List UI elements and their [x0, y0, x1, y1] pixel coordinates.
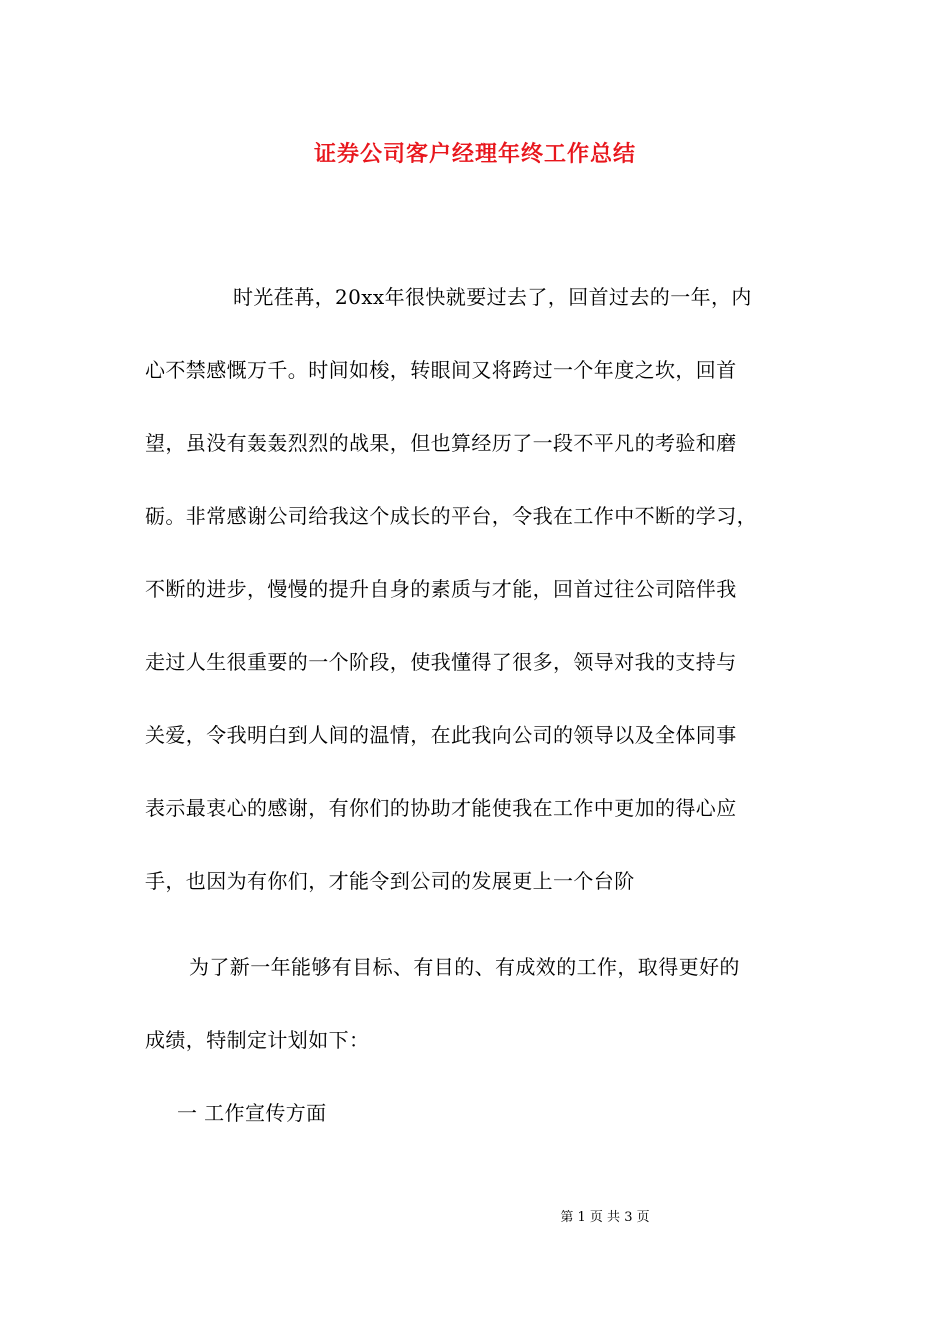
document-title: 证券公司客户经理年终工作总结 [313, 141, 636, 167]
paragraph-line: 不断的进步，慢慢的提升自身的素质与才能，回首过往公司陪伴我 [145, 577, 737, 601]
paragraph-line: 为了新一年能够有目标、有目的、有成效的工作，取得更好的 [189, 955, 740, 979]
paragraph-line: 表示最衷心的感谢，有你们的协助才能使我在工作中更加的得心应 [145, 796, 737, 820]
paragraph-line: 手，也因为有你们，才能令到公司的发展更上一个台阶 [145, 869, 635, 893]
page-footer: 第 1 页 共 3 页 [560, 1210, 650, 1225]
paragraph-line: 成绩，特制定计划如下： [145, 1028, 370, 1052]
paragraph-line: 望，虽没有轰轰烈烈的战果，但也算经历了一段不平凡的考验和磨 [145, 431, 737, 455]
paragraph-line: 砺。非常感谢公司给我这个成长的平台，令我在工作中不断的学习， [145, 504, 757, 528]
paragraph-line: 走过人生很重要的一个阶段，使我懂得了很多，领导对我的支持与 [145, 650, 737, 674]
section-heading-text: 一 工作宣传方面 [177, 1101, 327, 1125]
paragraph-line: 心不禁感慨万千。时间如梭，转眼间又将跨过一个年度之坎，回首 [145, 358, 737, 382]
paragraph-line: 关爱，令我明白到人间的温情，在此我向公司的领导以及全体同事 [145, 723, 737, 747]
paragraph-line: 时光荏苒，20xx年很快就要过去了，回首过去的一年，内 [233, 285, 752, 309]
